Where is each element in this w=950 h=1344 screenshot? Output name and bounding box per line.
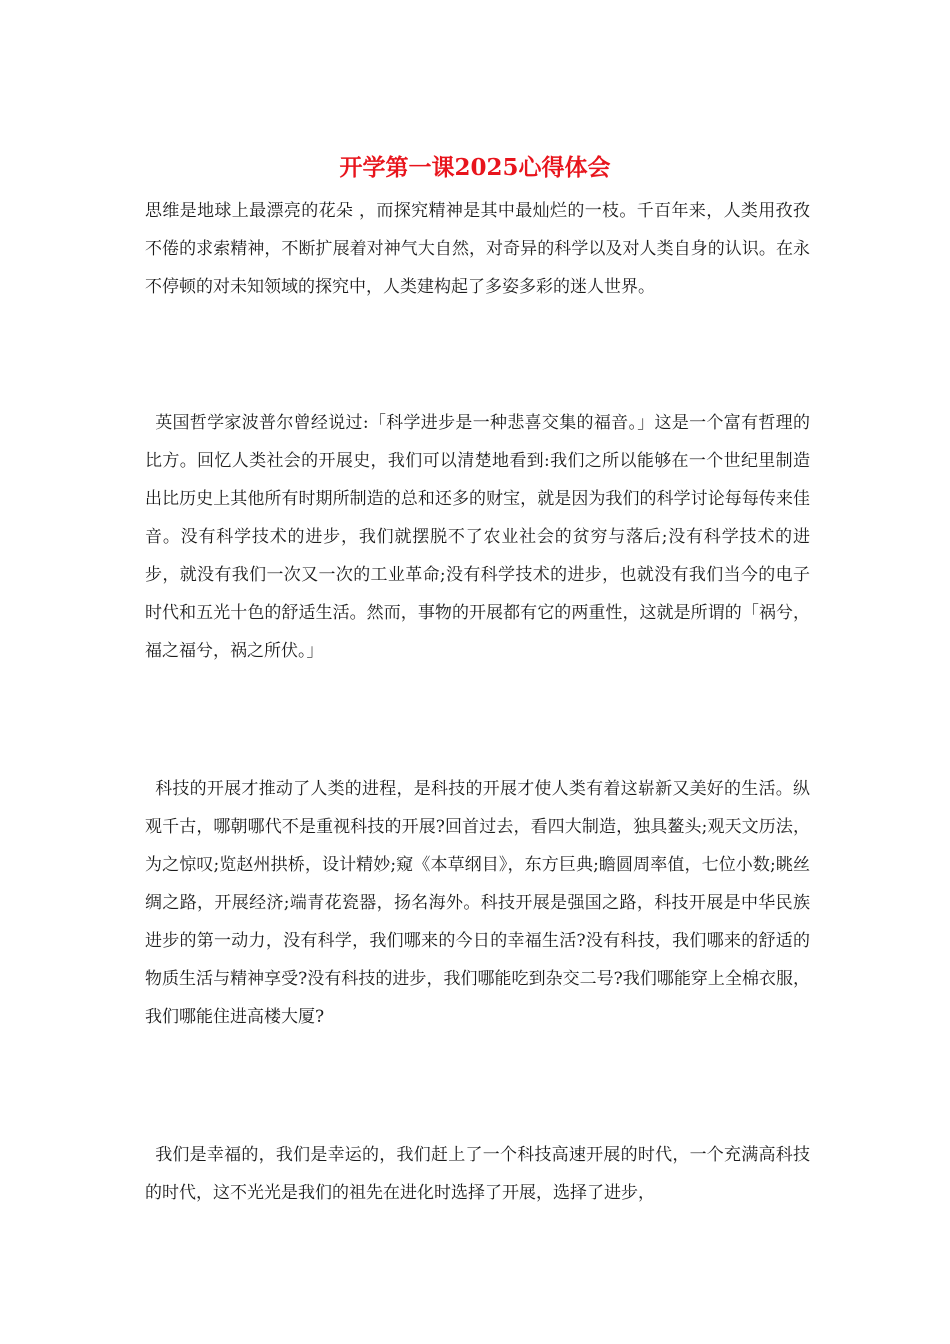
paragraph-3: 科技的开展才推动了人类的进程，是科技的开展才使人类有着这崭新又美好的生活。纵观千古，哪朝哪代不是重视科技的开展?回首过去，看四大制造，独具鳌头;观天文历法，为之惊叹;览赵州拱桥，设计精妙;窥《本草纲目》，东方巨典;瞻圆周率值，七位小数;眺丝绸之路，开展经济;端青花瓷器，扬名海外。科技开展是强国之路，科技开展是中华民族进步的第一动力，没有科学，我们哪来的今日的幸福生活?没有科技，我们哪来的舒适的物质生活与精神享受?没有科技的进步，我们哪能吃到杂交二号?我们哪能穿上全棉衣服，我们哪能住进高楼大厦? bbox=[145, 779, 810, 1027]
document-title: 开学第一课2025心得体会 bbox=[339, 154, 611, 181]
paragraph-4: 我们是幸福的，我们是幸运的，我们赶上了一个科技高速开展的时代，一个充满高科技的时代，这不光光是我们的祖先在进化时选择了开展，选择了进步， bbox=[145, 1145, 810, 1203]
paragraph-2: 英国哲学家波普尔曾经说过:「科学进步是一种悲喜交集的福音。」这是一个富有哲理的比方。回忆人类社会的开展史，我们可以清楚地看到:我们之所以能够在一个世纪里制造出比历史上其他所有时期所制造的总和还多的财宝，就是因为我们的科学讨论每每传来佳音。没有科学技术的进步，我们就摆脱不了农业社会的贫穷与落后;没有科学技术的进步，就没有我们一次又一次的工业革命;没有科学技术的进步，也就没有我们当今的电子时代和五光十色的舒适生活。然而，事物的开展都有它的两重性，这就是所谓的「祸兮，福之福兮，祸之所伏。」 bbox=[145, 413, 810, 661]
paragraph-1: 思维是地球上最漂亮的花朵 ，而探究精神是其中最灿烂的一枝。千百年来，人类用孜孜不倦的求索精神，不断扩展着对神气大自然，对奇异的科学以及对人类自身的认识。在永不停顿的对未知领域的探究中，人类建构起了多姿多彩的迷人世界。 bbox=[145, 201, 810, 297]
